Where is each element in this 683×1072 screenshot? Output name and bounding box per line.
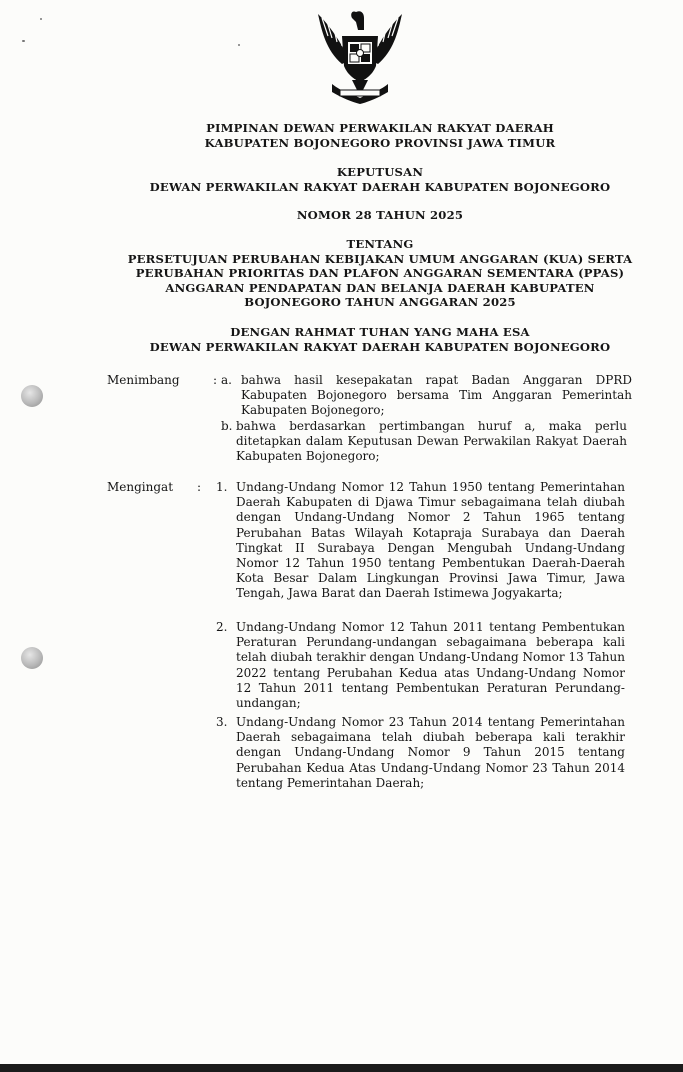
subject-line: BOJONEGORO TAHUN ANGGARAN 2025 [244,295,516,309]
item-number: b. [221,419,233,433]
item-text: Undang-Undang Nomor 12 Tahun 1950 tentang Pemerintahan Daerah Kabupaten di Djawa Timur sebagaimana telah diubah dengan Undang-Undang Nomor 2 Tahun 1965 tentang Perubahan Batas Wilayah Kotapraja Surabaya dan Daerah Tingkat II Surabaya Dengan Mengubah Undang-Undang Nomor 12 Tahun 1950 tentang Pembentukan Daerah-Daerah Kota Besar Dalam Lingkungan Provinsi Jawa Timur, Jawa Tengah, Jawa Barat dan Daerah Istimewa Jogyakarta; [236,480,625,601]
item-text: bahwa berdasarkan pertimbangan huruf a, maka perlu ditetapkan dalam Keputusan Dewan Perwakilan Rakyat Daerah Kabupaten Bojonegoro; [236,419,627,464]
item-number: a. [221,373,232,387]
list-item [216,715,625,791]
list-item [221,373,632,419]
decision-number: NOMOR 28 TAHUN 2025 [296,208,464,222]
subject-heading [110,237,650,310]
institution-line: PIMPINAN DEWAN PERWAKILAN RAKYAT DAERAH [206,121,554,135]
decision-heading [110,165,650,194]
list-item [216,620,625,711]
list-item [221,419,627,465]
institution-line: KABUPATEN BOJONEGORO PROVINSI JAWA TIMUR [204,135,556,150]
item-number: 1. [216,480,228,494]
garuda-emblem-icon [312,6,408,106]
institution-heading [110,121,650,150]
item-text: bahwa hasil kesepakatan rapat Badan Anggaran DPRD Kabupaten Bojonegoro bersama Tim Anggaran Pemerintah Kabupaten Bojonegoro; [241,373,632,418]
preamble-line: DENGAN RAHMAT TUHAN YANG MAHA ESA [230,325,530,339]
punch-hole [21,385,43,407]
decision-title: KEPUTUSAN [336,165,424,179]
preamble-line: DEWAN PERWAKILAN RAKYAT DAERAH KABUPATEN BOJONEGORO [149,339,611,354]
preamble-heading [110,325,650,354]
mengingat-label: Mengingat [107,480,174,494]
subject-line: PERSETUJUAN PERUBAHAN KEBIJAKAN UMUM ANGGARAN (KUA) SERTA [127,251,633,266]
menimbang-label: Menimbang [107,373,180,387]
subject-line: PERUBAHAN PRIORITAS DAN PLAFON ANGGARAN SEMENTARA (PPAS) [135,266,625,280]
scan-speck [40,18,42,20]
viewer-bottom-bar [0,1064,683,1072]
item-text: Undang-Undang Nomor 23 Tahun 2014 tentang Pemerintahan Daerah sebagaimana telah diubah beberapa kali terakhir dengan Undang-Undang Nomor 9 Tahun 2015 tentang Perubahan Kedua Atas Undang-Undang Nomor 23 Tahun 2014 tentang Pemerintahan Daerah; [236,715,625,790]
decision-issuer: DEWAN PERWAKILAN RAKYAT DAERAH KABUPATEN BOJONEGORO [149,179,611,194]
item-text: Undang-Undang Nomor 12 Tahun 2011 tentang Pembentukan Peraturan Perundang-undangan sebagaimana beberapa kali telah diubah terakhir dengan Undang-Undang Nomor 13 Tahun 2022 tentang Perubahan Kedua atas Undang-Undang Nomor 12 Tahun 2011 tentang Pembentukan Peraturan Perundang-undangan; [236,620,625,711]
menimbang-colon: : [213,373,218,387]
punch-hole [21,647,43,669]
mengingat-colon: : [197,480,202,494]
scan-speck [238,44,240,46]
scan-speck [22,40,25,42]
item-number: 2. [216,620,228,634]
item-number: 3. [216,715,228,729]
subject-label: TENTANG [346,237,414,251]
list-item [216,480,625,602]
subject-line: ANGGARAN PENDAPATAN DAN BELANJA DAERAH KABUPATEN [165,280,595,295]
